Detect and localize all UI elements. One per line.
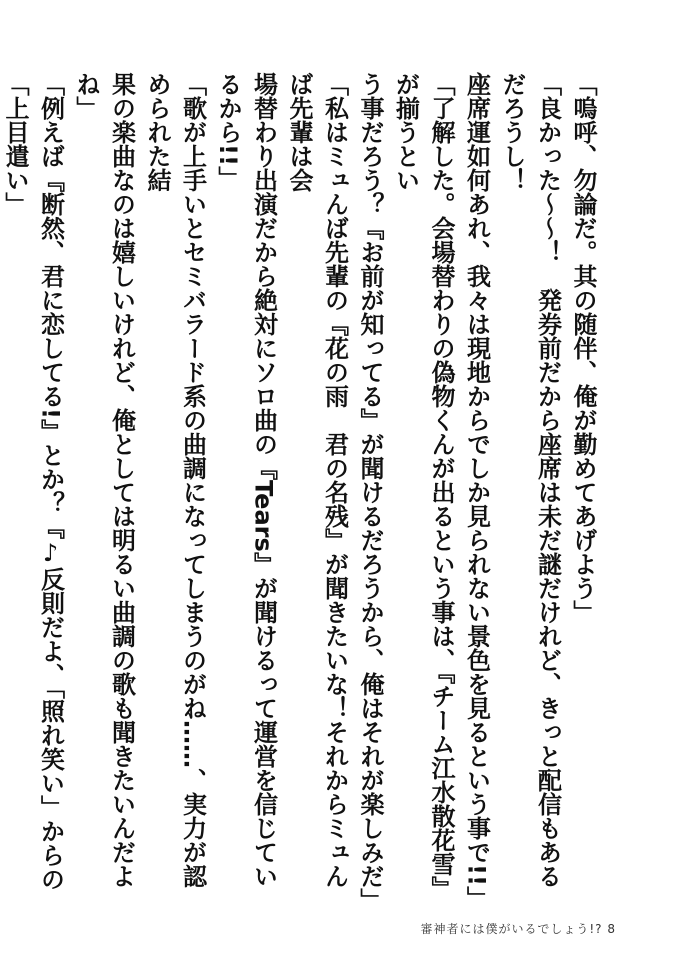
text-line: 「良かった〜〜！ 発券前だから座席は未だ謎だけれど、きっと配信もあるだろうし！ (498, 72, 562, 888)
page-footer (0, 920, 616, 937)
text-line: 「了解した。会場替わりの偽物くんが出るという事は、『チーム江水散花雪』が揃うとい (391, 72, 455, 900)
page-number: 8 (607, 922, 616, 936)
text-line: 「例えば『断然、君に恋してる!』とか？『♪反則だよ、「照れ笑い」からの「上目遣い」 (1, 72, 65, 891)
text-line: 果の楽曲なのは嬉しいけれど、俺としては明るい曲調の歌も聞きたいんだよね」 (72, 72, 136, 888)
text-line: 場替わり出演だから絶対にソロ曲の『Tears』が聞けるって運営を信じているから!!」 (214, 72, 278, 888)
vertical-text-block (0, 72, 600, 912)
book-title: 審神者には僕がいるでしょう!? (420, 922, 603, 936)
text-line: う事だろう？『お前が知ってる』が聞けるだろうから、俺はそれが楽しみだ」 (356, 72, 384, 912)
text-line: 「私はミュんば先輩の『花の雨 君の名残』が聞きたいな！それからミュんば先輩は会 (285, 72, 349, 888)
text-line: 「嗚呼、勿論だ。其の随伴、俺が勤めてあげよう」 (569, 72, 597, 624)
text-line: 「歌が上手いとセミバラード系の曲調になってしまうのがね……、実力が認められた結 (143, 72, 207, 888)
text-line: 座席運如何あれ、我々は現地からでしか見られない景色を見るという事で!!」 (462, 72, 491, 910)
